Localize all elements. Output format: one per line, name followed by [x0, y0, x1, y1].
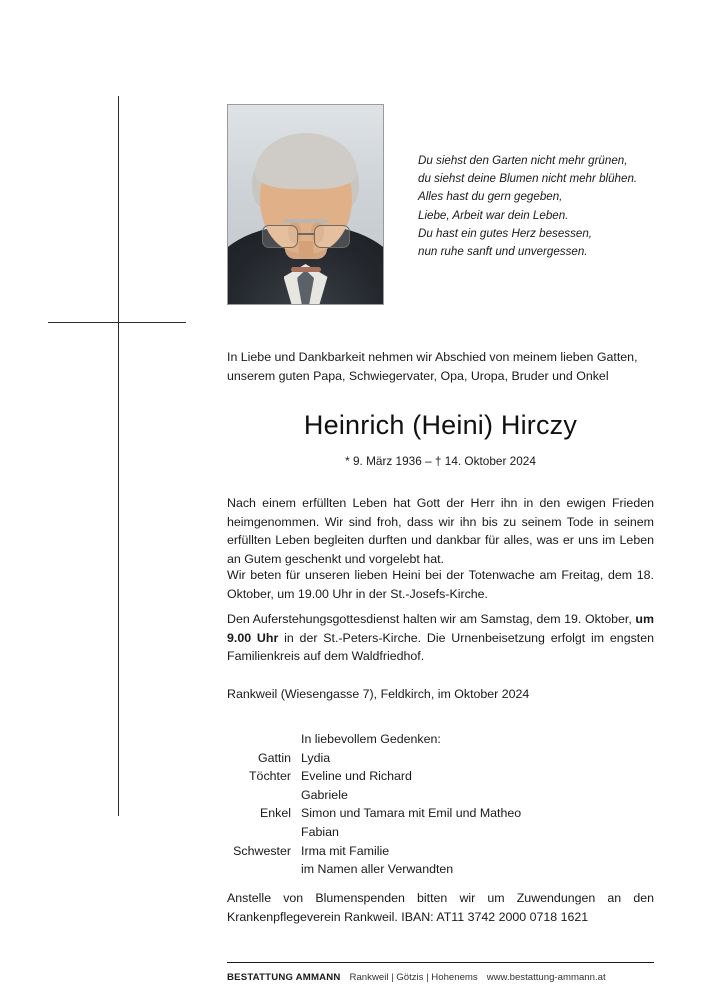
mourners-list	[227, 730, 654, 879]
mourner-names: Gabriele	[301, 787, 348, 802]
mourner-relation	[227, 786, 301, 805]
mourner-relation	[227, 860, 301, 879]
mourner-names: Lydia	[301, 750, 331, 765]
mourner-row	[227, 860, 654, 879]
mourners-heading: In liebevollem Gedenken:	[301, 732, 441, 746]
funeral-home-website: www.bestattung-ammann.at	[486, 972, 606, 983]
poem-line: Du siehst den Garten nicht mehr grünen,	[418, 154, 628, 167]
cross-horizontal-bar	[48, 322, 186, 323]
mourner-relation: Enkel	[260, 806, 291, 821]
footer	[227, 972, 687, 983]
mourner-names: Irma mit Familie	[301, 843, 390, 858]
birth-death-dates: * 9. März 1936 – † 14. Oktober 2024	[345, 454, 536, 468]
eyebrow-right-shape	[302, 219, 328, 223]
mourner-relation: Schwester	[233, 843, 291, 858]
glasses-lens-right	[314, 225, 350, 248]
donation-note: Anstelle von Blumenspenden bitten wir um Zuwendungen an den Krankenpflegeverein Rankweil. IBAN: AT11 3742 2000 0718 1621	[227, 891, 654, 924]
mourner-names: Eveline und Richard	[301, 769, 412, 784]
mourner-names: im Namen aller Verwandten	[301, 862, 454, 877]
mourner-row	[227, 786, 654, 805]
mourner-relation	[227, 823, 301, 842]
mouth-shape	[291, 267, 321, 272]
poem-line: Liebe, Arbeit war dein Leben.	[418, 208, 569, 222]
glasses-bridge	[298, 233, 314, 235]
funeral-home-name: BESTATTUNG AMMANN	[227, 972, 341, 983]
mourners-heading-row	[227, 730, 654, 749]
service-time-bold: um 9.00 Uhr	[227, 612, 654, 645]
mourners-heading-spacer	[227, 730, 301, 749]
mourner-row	[227, 749, 654, 768]
mourner-row	[227, 842, 654, 861]
cross-vertical-bar	[118, 96, 119, 816]
deceased-name: Heinrich (Heini) Hirczy	[303, 410, 578, 440]
poem-line: nun ruhe sanft und unvergessen.	[418, 245, 588, 259]
mourner-row	[227, 823, 654, 842]
funeral-home-locations: Rankweil | Götzis | Hohenems	[349, 972, 478, 983]
poem-line: du siehst deine Blumen nicht mehr blühen.	[418, 172, 638, 186]
mourner-row	[227, 804, 654, 823]
paragraph-life: Nach einem erfüllten Leben hat Gott der Herr ihn in den ewigen Frieden heimgenommen. Wir sind froh, dass wir ihn bis zu seinem Tode in seinem erfüllten Leben begleiten durften und dankbar für alles, was er uns im Leben an Gutem geschenkt und vorgelebt hat.	[227, 496, 654, 566]
poem-line: Alles hast du gern gegeben,	[418, 190, 563, 204]
poem-line: Du hast ein gutes Herz besessen,	[418, 226, 593, 240]
glasses-lens-left	[262, 225, 298, 248]
place-and-date: Rankweil (Wiesengasse 7), Feldkirch, im Oktober 2024	[227, 687, 530, 701]
paragraph-service	[227, 610, 654, 666]
mourner-relation: Töchter	[248, 769, 291, 784]
footer-divider	[227, 962, 654, 963]
service-text-after: in der St.-Peters-Kirche. Die Urnenbeisetzung erfolgt im engsten Familienkreis auf dem Waldfriedhof.	[227, 630, 654, 664]
service-text-before: Den Auferstehungsgottesdienst halten wir am Samstag, dem 19. Oktober,	[227, 612, 636, 626]
mourner-row	[227, 767, 654, 786]
nose-shape	[298, 241, 313, 259]
intro-text: In Liebe und Dankbarkeit nehmen wir Abschied von meinem lieben Gatten, unserem guten Papa, Schwiegervater, Opa, Uropa, Bruder und Onkel	[227, 350, 638, 383]
mourner-names: Simon und Tamara mit Emil und Matheo	[301, 806, 522, 821]
paragraph-vigil: Wir beten für unseren lieben Heini bei der Totenwache am Freitag, dem 18. Oktober, um 19.00 Uhr in der St.-Josefs-Kirche.	[227, 568, 654, 601]
portrait-photo	[227, 104, 384, 305]
memorial-poem	[418, 152, 688, 261]
mourner-names: Fabian	[301, 824, 339, 839]
mourner-relation: Gattin	[257, 750, 291, 765]
